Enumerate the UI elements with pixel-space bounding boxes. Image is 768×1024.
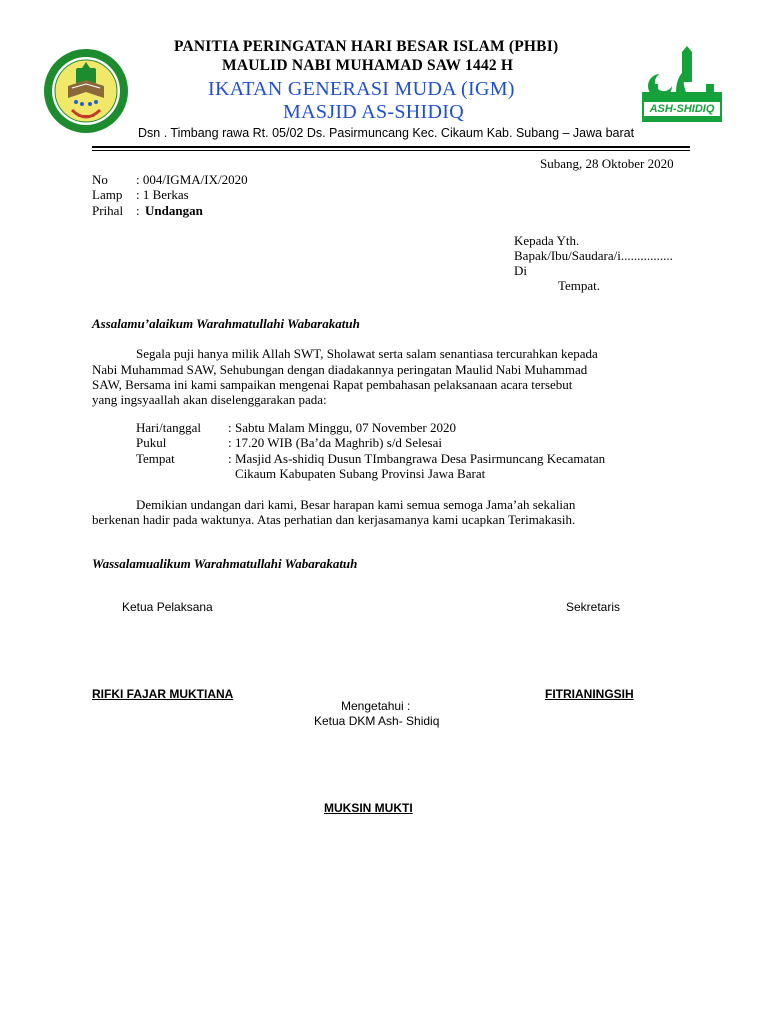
- detail-pukul-colon: :: [228, 435, 232, 450]
- detail-hari-value: Sabtu Malam Minggu, 07 November 2020: [235, 420, 456, 435]
- recipient-line3: Di: [514, 263, 527, 278]
- header-org-name: IKATAN GENERASI MUDA (IGM): [208, 78, 515, 100]
- farewell: Wassalamualikum Warahmatullahi Wabarakatuh: [92, 556, 358, 571]
- header-address: Dsn . Timbang rawa Rt. 05/02 Ds. Pasirmuncang Kec. Cikaum Kab. Subang – Jawa barat: [138, 126, 635, 140]
- meta-lamp-value: : 1 Berkas: [136, 187, 189, 202]
- mengetahui-label: Mengetahui :: [341, 699, 411, 713]
- meta-prihal-value: Undangan: [145, 203, 203, 218]
- intro-line1: Segala puji hanya milik Allah SWT, Sholawat serta salam senantiasa tercurahkan kepada: [136, 346, 598, 361]
- signature-right-name: FITRIANINGSIH: [545, 687, 634, 701]
- greeting: Assalamu’alaikum Warahmatullahi Wabarakatuh: [92, 316, 360, 331]
- recipient-line2: Bapak/Ibu/Saudara/i................: [514, 248, 673, 263]
- detail-pukul-label: Pukul: [136, 435, 167, 450]
- detail-pukul-value: 17.20 WIB (Ba’da Maghrib) s/d Selesai: [235, 435, 442, 450]
- dkm-name: MUKSIN MUKTI: [324, 801, 413, 815]
- recipient-line4: Tempat.: [558, 278, 601, 293]
- intro-line3: SAW, Bersama ini kami sampaikan mengenai Rapat pembahasan pelaksanaan acara tersebut: [92, 377, 573, 392]
- recipient-line1: Kepada Yth.: [514, 233, 580, 248]
- intro-line4: yang ingsyaallah akan diselenggarakan pada:: [92, 392, 327, 407]
- ash-shidiq-logo: [636, 44, 728, 124]
- detail-tempat-colon: :: [228, 451, 232, 466]
- igm-logo: [42, 46, 130, 136]
- closing-line2: berkenan hadir pada waktunya. Atas perhatian dan kerjasamanya kami ucapkan Terimakasih.: [92, 512, 576, 527]
- meta-prihal-colon: :: [136, 203, 140, 218]
- letter-date: Subang, 28 Oktober 2020: [540, 156, 674, 171]
- detail-hari-colon: :: [228, 420, 232, 435]
- signature-right-title: Sekretaris: [566, 600, 621, 614]
- intro-line2: Nabi Muhammad SAW, Sehubungan dengan diadakannya peringatan Maulid Nabi Muhammad: [92, 362, 588, 377]
- detail-tempat-value: Masjid As-shidiq Dusun TImbangrawa Desa Pasirmuncang Kecamatan: [235, 451, 606, 466]
- header-divider-thick: [92, 146, 690, 148]
- dkm-title: Ketua DKM Ash- Shidiq: [314, 714, 440, 728]
- header-title-line2: MAULID NABI MUHAMAD SAW 1442 H: [222, 57, 514, 74]
- meta-lamp-label: Lamp: [92, 187, 123, 202]
- header-title-line1: PANITIA PERINGATAN HARI BESAR ISLAM (PHBI): [174, 38, 559, 55]
- header-divider-thin: [92, 150, 690, 151]
- ash-shidiq-logo-text: ASH-SHIDIQ: [649, 103, 715, 115]
- meta-no-value: : 004/IGMA/IX/2020: [136, 172, 248, 187]
- detail-tempat-label: Tempat: [136, 451, 175, 466]
- signature-left-name: RIFKI FAJAR MUKTIANA: [92, 687, 234, 701]
- meta-prihal-label: Prihal: [92, 203, 124, 218]
- detail-tempat-value-line2: Cikaum Kabupaten Subang Provinsi Jawa Barat: [235, 466, 486, 481]
- detail-hari-label: Hari/tanggal: [136, 420, 201, 435]
- meta-no-label: No: [92, 172, 108, 187]
- signature-left-title: Ketua Pelaksana: [122, 600, 213, 614]
- igm-logo-emblem: [42, 46, 130, 136]
- header-masjid-name: MASJID AS-SHIDIQ: [283, 101, 464, 123]
- closing-line1: Demikian undangan dari kami, Besar harapan kami semua semoga Jama’ah sekalian: [136, 497, 576, 512]
